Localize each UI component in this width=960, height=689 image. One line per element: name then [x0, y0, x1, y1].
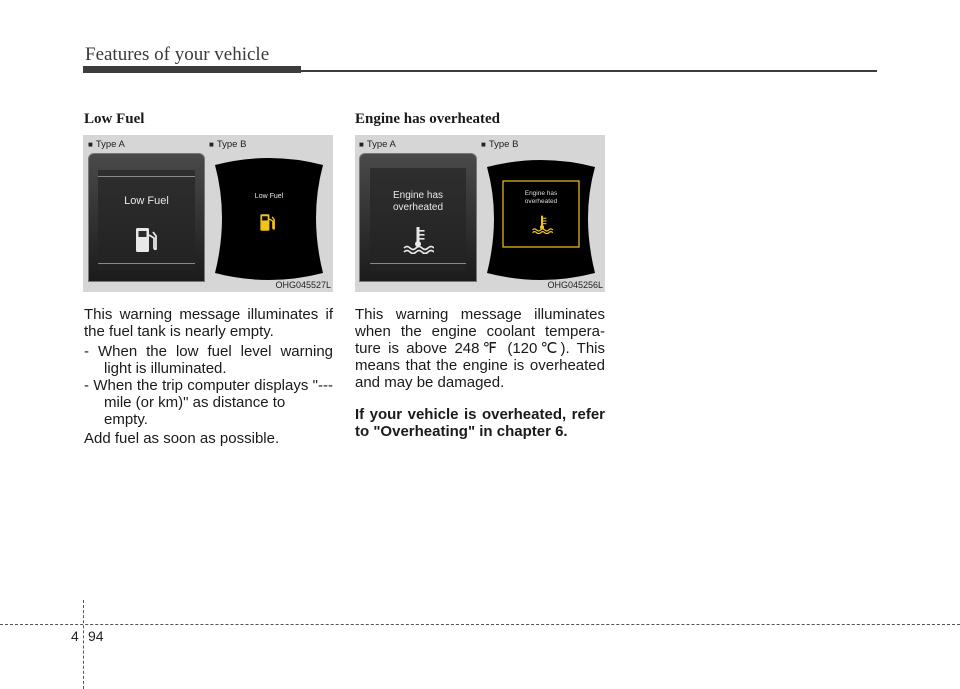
type-a-label: ■ Type A [359, 139, 396, 150]
figure-code: OHG045527L [275, 280, 331, 290]
overheat-instruction: If your vehicle is overheated, refer [355, 406, 605, 423]
type-a-screen-line: overheated [392, 202, 444, 213]
bullet-line: mile (or km)" as distance to empty. [104, 394, 286, 428]
low-fuel-advice: Add fuel as soon as possible. [84, 430, 280, 447]
square-bullet-icon: ■ [481, 140, 486, 149]
type-a-cluster [88, 153, 205, 282]
figure-code: OHG045256L [547, 280, 603, 290]
fuel-pump-icon [134, 225, 160, 255]
header-rule-thick [83, 66, 301, 73]
low-fuel-heading: Low Fuel [84, 111, 145, 127]
header-title: Features of your vehicle [85, 44, 270, 65]
bullet-line: - When the trip computer displays "--- [84, 377, 333, 394]
page-number: 94 [88, 628, 104, 644]
overheat-line: ture is above 248℉ (120℃). This [355, 340, 605, 357]
type-b-screen-line: Engine has [524, 190, 558, 197]
bullet-line: light is illuminated. [104, 360, 227, 377]
overheat-line: means that the engine is overheated [355, 357, 605, 374]
screen-divider [98, 263, 195, 264]
chapter-number: 4 [71, 628, 79, 644]
screen-divider [370, 263, 466, 264]
screen-divider [98, 176, 195, 177]
type-a-screen [98, 170, 195, 270]
overheat-line: and may be damaged. [355, 374, 505, 391]
square-bullet-icon: ■ [359, 140, 364, 149]
bullet-line: - When the low fuel level warning [84, 343, 333, 360]
low-fuel-line: This warning message illuminates if [84, 306, 333, 323]
type-a-screen [370, 168, 466, 271]
low-fuel-line: the fuel tank is nearly empty. [84, 323, 274, 340]
square-bullet-icon: ■ [88, 140, 93, 149]
coolant-temperature-icon [402, 226, 434, 254]
overheat-line: when the engine coolant tempera- [355, 323, 605, 340]
low-fuel-figure [83, 135, 333, 292]
header-rule-thin [301, 70, 877, 72]
type-b-label: ■ Type B [209, 139, 247, 150]
type-b-screen-line: overheated [524, 198, 558, 205]
fuel-pump-icon [259, 212, 277, 233]
coolant-temperature-icon [531, 215, 553, 234]
type-a-screen-line: Engine has [392, 190, 444, 201]
footer-dashed-vertical [83, 600, 84, 689]
type-b-screen-text: Low Fuel [254, 193, 284, 200]
square-bullet-icon: ■ [209, 140, 214, 149]
overheat-instruction: to "Overheating" in chapter 6. [355, 423, 568, 440]
footer-dashed-rule [0, 624, 960, 625]
engine-overheated-heading: Engine has overheated [355, 111, 501, 127]
overheat-line: This warning message illuminates [355, 306, 605, 323]
type-a-cluster [359, 153, 477, 282]
type-a-label: ■ Type A [88, 139, 125, 150]
type-b-label: ■ Type B [481, 139, 519, 150]
type-a-screen-text: Low Fuel [124, 195, 169, 207]
engine-overheated-figure [355, 135, 605, 292]
